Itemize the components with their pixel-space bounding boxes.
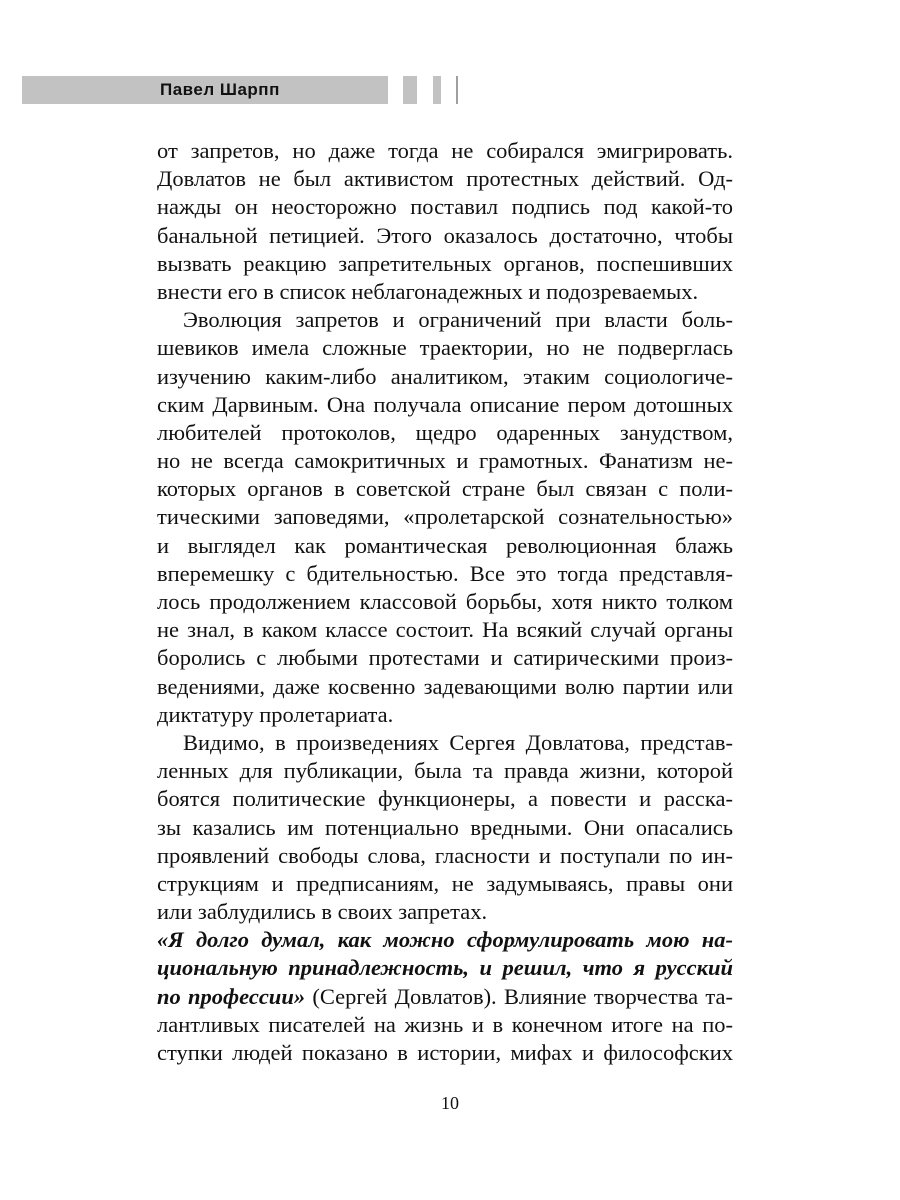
text-line: зы казались им потенциально вредными. Они опасались [157,814,733,840]
text-line: не знал, в каком классе состоит. На всякий случай органы [157,617,733,643]
header-decor-block [433,76,441,104]
quote-line: «Я долго думал, как можно сформулировать мою на- [157,927,733,953]
text-line: или заблудились в своих запретах. [157,899,488,925]
text-line: ским Дарвиным. Она получала описание пером дотошных [157,391,733,417]
running-header-author: Павел Шарпп [160,80,280,99]
text-line: изучению каким-либо аналитиком, этаким социологиче- [157,363,733,389]
text-line-mixed [157,983,733,1011]
text-line: Довлатов не был активистом протестных действий. Од- [157,166,733,192]
text-line: лантливых писателей на жизнь и в конечном итоге на по- [157,1011,733,1037]
text-line: но не всегда самокритичных и грамотных. Фанатизм не- [157,448,733,474]
text-line: диктатуру пролетариата. [157,701,394,727]
text-line: ведениями, даже косвенно задевающими волю партии или [157,673,733,699]
text-line: лось продолжением классовой борьбы, хотя никто толком [157,589,733,614]
text-line: которых органов в советской стране был связан с поли- [157,476,733,502]
text-line: проявлений свободы слова, гласности и поступали по ин- [157,842,733,868]
text-line: боятся политические функционеры, а повести и расска- [157,786,733,812]
text-line: Эволюция запретов и ограничений при власти боль- [183,307,733,333]
text-line: от запретов, но даже тогда не собирался эмигрировать. [157,138,733,163]
text-line: шевиков имела сложные траектории, но не подверглась [157,335,733,361]
header-decor-block [403,76,417,104]
text-line: ступки людей показано в истории, мифах и философских [157,1040,733,1065]
text-line: нажды он неосторожно поставил подпись под какой-то [157,194,733,220]
text-line: Видимо, в произведениях Сергея Довлатова, представ- [183,729,733,755]
text-line: ленных для публикации, была та правда жизни, которой [157,758,733,784]
text-line: вперемешку с бдительностью. Все это тогда представля- [157,560,733,586]
text-line: струкциям и предписаниям, не задумываясь, правы они [157,870,733,896]
text-line: боролись с любыми протестами и сатирическими произ- [157,645,733,671]
text-line: и выглядел как романтическая революционная блажь [157,532,733,558]
text-line: внести его в список неблагонадежных и подозреваемых. [157,278,699,304]
quote-line: циональную принадлежность, и решил, что я русский [157,955,733,981]
text-fragment: (Сергей Довлатов). Влияние творчества та- [305,983,733,1009]
page-number: 10 [441,1093,459,1113]
text-line: любителей протоколов, щедро одаренных занудством, [157,419,733,445]
quote-fragment: по профессии» [157,983,306,1009]
body-text [157,137,733,1067]
header-decor-block [456,76,458,104]
text-line: вызвать реакцию запретительных органов, поспешивших [157,250,733,276]
text-line: банальной петицией. Этого оказалось достаточно, чтобы [157,222,733,248]
text-line: тическими заповедями, «пролетарской сознательностью» [157,504,733,530]
